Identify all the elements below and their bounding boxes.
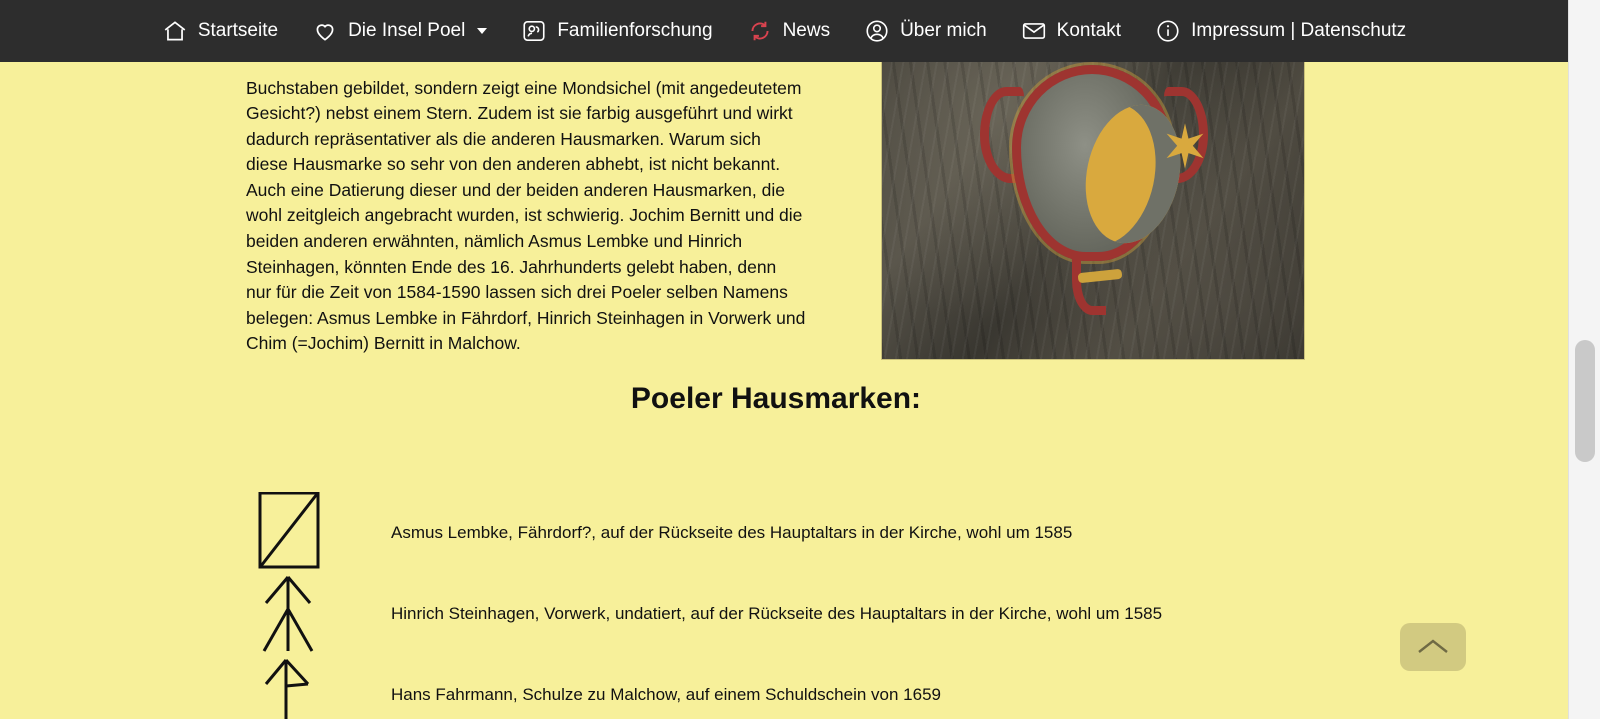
nav-item-news[interactable] — [730, 0, 848, 62]
family-tree-icon — [521, 18, 547, 44]
list-item — [0, 654, 1552, 719]
list-item — [0, 573, 1552, 654]
nav-label: Über mich — [900, 20, 987, 41]
six-point-star-icon — [1159, 120, 1211, 172]
page-title: Poeler Hausmarken: — [630, 382, 922, 415]
cartouche-tail — [1072, 257, 1106, 315]
nav-item-startseite[interactable] — [145, 0, 295, 62]
refresh-icon — [747, 18, 773, 44]
nav-label: Kontakt — [1056, 20, 1122, 41]
main-navigation — [0, 0, 1568, 62]
scrollbar-thumb[interactable] — [1575, 340, 1595, 462]
nav-item-ueber-mich[interactable] — [847, 0, 1004, 62]
hausmarke-glyph-square-diagonal — [258, 492, 330, 573]
cartouche-shield — [1012, 65, 1172, 261]
hausmarke-description: Asmus Lembke, Fährdorf?, auf der Rückseite des Hauptaltars in der Kirche, wohl um 1585 — [391, 523, 1073, 542]
nav-item-familienforschung[interactable] — [504, 0, 729, 62]
user-icon — [864, 18, 890, 44]
hausmarke-wappen-photo — [881, 50, 1305, 360]
hausmarke-description: Hans Fahrmann, Schulze zu Malchow, auf einem Schuldschein von 1659 — [391, 685, 941, 704]
nav-label: Startseite — [197, 20, 279, 41]
article-paragraph: Buchstaben gebildet, sondern zeigt eine Mondsichel (mit angedeutetem Gesicht?) nebst einem Stern. Zudem ist sie farbig ausgeführt und wirkt dadurch repräsentativer als die anderen Hausmarken. Warum sich diese Hausmarke so sehr von den anderen abhebt, ist nicht bekannt. Auch eine Datierung dieser und der beiden anderen Hausmarken, die wohl zeitgleich angebracht wurden, ist schwierig. Jochim Bernitt und die beiden anderen erwähnten, nämlich Asmus Lembke und Hinrich Steinhagen, könnten Ende des 16. Jahrhunderts gelebt haben, denn nur für die Zeit von 1584-1590 lassen sich drei Poeler selben Namens belegen: Asmus Lembke in Fährdorf, Hinrich Steinhagen in Vorwerk und Chim (=Jochim) Bernitt in Malchow. — [246, 77, 806, 354]
page-scrollbar[interactable] — [1568, 0, 1600, 719]
list-item — [0, 492, 1552, 573]
nav-item-impressum-datenschutz[interactable] — [1138, 0, 1423, 62]
home-icon — [162, 18, 188, 44]
hausmarke-glyph-arrow-triangle — [258, 573, 330, 654]
nav-item-die-insel-poel[interactable] — [295, 0, 504, 62]
nav-label: Die Insel Poel — [348, 20, 466, 41]
hausmarke-glyph-flag-triangle — [258, 654, 330, 719]
hausmarke-description: Hinrich Steinhagen, Vorwerk, undatiert, auf der Rückseite des Hauptaltars in der Kirche, wohl um 1585 — [391, 604, 1163, 623]
nav-label: Impressum | Datenschutz — [1191, 20, 1407, 41]
nav-item-kontakt[interactable] — [1004, 0, 1138, 62]
nav-label: Familienforschung — [557, 20, 713, 41]
heart-icon — [312, 18, 338, 44]
chevron-up-icon — [1416, 636, 1450, 658]
info-icon — [1155, 18, 1181, 44]
nav-label: News — [782, 20, 831, 41]
hausmarken-list — [0, 492, 1552, 719]
envelope-icon — [1021, 18, 1047, 44]
article-content — [0, 62, 1568, 719]
back-to-top-button[interactable] — [1400, 623, 1466, 671]
chevron-down-icon — [477, 28, 487, 34]
painted-cartouche — [978, 61, 1210, 341]
